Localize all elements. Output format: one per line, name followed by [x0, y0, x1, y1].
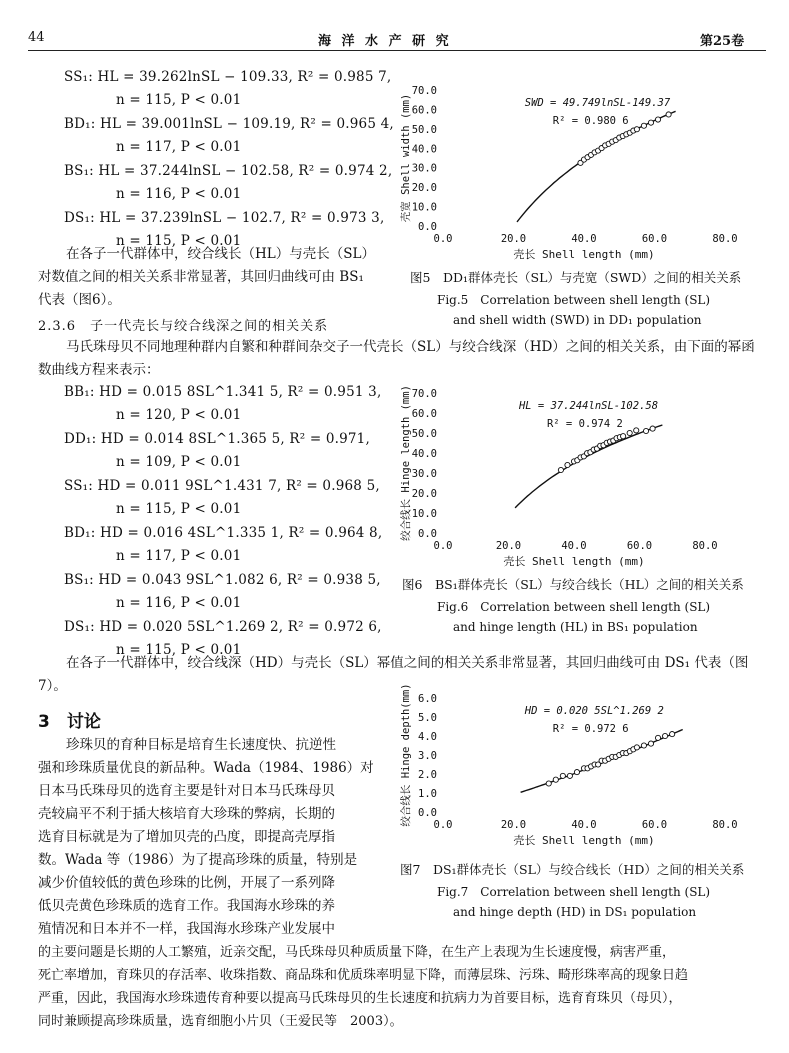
y-tick-label: 20.0: [411, 182, 437, 195]
data-point: [662, 733, 667, 738]
data-point: [641, 123, 646, 128]
paragraph-hl: 在各子一代群体中，绞合线长（HL）与壳长（SL）对数值之间的相关关系非常显著，其回归曲线可由 BS₁ 代表（图6）。: [38, 246, 375, 308]
y-tick-label: 60.0: [411, 104, 437, 117]
discussion-narrow: [38, 734, 388, 941]
x-axis-label: 壳长 Shell length (mm): [503, 555, 645, 568]
x-tick-label: 60.0: [626, 540, 653, 552]
y-tick-label: 1.0: [418, 788, 437, 800]
hd-eq-3-stats: n = 115, P < 0.01: [116, 501, 242, 517]
y-axis-label: 绞合线长 Hinge length (mm): [400, 385, 412, 541]
x-tick-label: 60.0: [641, 233, 668, 245]
hd-eq-4: BD₁: HD = 0.016 4SL^1.335 1, R² = 0.964 8,: [64, 525, 383, 541]
y-tick-label: 0.0: [418, 807, 437, 819]
hl-eq-2-stats: n = 117, P < 0.01: [116, 139, 242, 155]
discussion-wide: [38, 941, 766, 1033]
x-tick-label: 20.0: [500, 819, 527, 831]
hl-eq-1: SS₁: HL = 39.262lnSL − 109.33, R² = 0.985 7,: [64, 69, 392, 85]
y-tick-label: 50.0: [411, 123, 437, 136]
y-tick-label: 70.0: [411, 85, 437, 97]
data-point: [655, 735, 660, 740]
x-tick-label: 0.0: [433, 819, 453, 831]
hl-eq-1-stats: n = 115, P < 0.01: [116, 92, 242, 108]
y-tick-label: 10.0: [411, 201, 437, 214]
section-heading: 3 讨论: [38, 712, 101, 732]
discussion-line: 减少价值较低的黄色珍珠的比例，开展了一系列降: [38, 875, 335, 891]
hl-eq-3: BS₁: HL = 37.244lnSL − 102.58, R² = 0.974 2,: [64, 163, 393, 179]
x-axis-label: 壳长 Shell length (mm): [513, 834, 655, 847]
fig7-caption-zh: 图7 DS₁群体壳长（SL）与绞合线长（HD）之间的相关关系: [400, 862, 745, 877]
discussion-line: 珍珠贝的育种目标是培育生长速度快、抗逆性: [66, 737, 336, 753]
y-tick-label: 70.0: [411, 388, 437, 400]
r-squared-label: R² = 0.974 2: [546, 418, 623, 430]
fig6-caption-en-1: Fig.6 Correlation between shell length (SL): [437, 600, 711, 614]
y-tick-label: 30.0: [411, 162, 437, 175]
y-tick-label: 4.0: [418, 731, 437, 743]
data-point: [648, 120, 653, 125]
hd-eq-5-stats: n = 116, P < 0.01: [116, 595, 242, 611]
fig6-caption-zh: 图6 BS₁群体壳长（SL）与绞合线长（HL）之间的相关关系: [402, 577, 744, 592]
data-point: [634, 428, 639, 433]
y-tick-label: 0.0: [418, 528, 437, 540]
hd-eq-5: BS₁: HD = 0.043 9SL^1.082 6, R² = 0.938 5,: [64, 572, 381, 588]
fig7-caption-en-2: and hinge depth (HD) in DS₁ population: [453, 905, 697, 919]
data-point: [634, 745, 639, 750]
x-tick-label: 80.0: [712, 233, 738, 245]
data-point: [641, 743, 646, 748]
x-tick-label: 80.0: [712, 819, 738, 831]
fig5-caption-en-1: Fig.5 Correlation between shell length (SL): [437, 293, 711, 307]
discussion-line: 壳较扁平不利于插大核培育大珍珠的弊病，长期的: [38, 806, 335, 822]
fig5-caption-en-2: and shell width (SWD) in DD₁ population: [453, 313, 702, 327]
x-tick-label: 0.0: [433, 540, 453, 552]
hd-eq-1: BB₁: HD = 0.015 8SL^1.341 5, R² = 0.951 3,: [64, 384, 382, 400]
hl-eq-4-stats: n = 115, P < 0.01: [116, 233, 242, 249]
discussion-line: 数。Wada 等（1986）为了提高珍珠的质量，特别是: [38, 852, 358, 868]
x-tick-label: 40.0: [571, 233, 597, 245]
regression-equation: SWD = 49.749lnSL-149.37: [524, 97, 671, 109]
y-tick-label: 3.0: [418, 750, 437, 762]
data-point: [558, 467, 563, 472]
data-point: [546, 781, 551, 786]
y-tick-label: 40.0: [411, 448, 437, 460]
data-point: [666, 112, 671, 117]
data-point: [650, 426, 655, 431]
discussion-line: 殖情况和日本并不一样，我国海水珍珠产业发展中: [38, 921, 335, 937]
y-tick-label: 6.0: [418, 693, 437, 705]
header-rule: [28, 50, 766, 51]
y-axis-label: 绞合线长 Hinge depth(mm): [400, 683, 412, 827]
y-tick-label: 50.0: [411, 428, 437, 440]
x-tick-label: 20.0: [495, 540, 522, 552]
fig6-caption-en-2: and hinge length (HL) in BS₁ population: [453, 620, 698, 634]
y-tick-label: 5.0: [418, 712, 437, 724]
x-tick-label: 80.0: [692, 540, 718, 552]
data-point: [553, 777, 558, 782]
fig7-caption-en-1: Fig.7 Correlation between shell length (SL): [437, 885, 711, 899]
hd-eq-1-stats: n = 120, P < 0.01: [116, 407, 242, 423]
paragraph-hd-intro: 马氏珠母贝不同地理种群内自繁和种群间杂交子一代壳长（SL）与绞合线深（HD）之间的相关关系，由下面的幂函数曲线方程来表示：: [38, 339, 755, 378]
data-point: [634, 127, 639, 132]
y-tick-label: 20.0: [411, 488, 437, 500]
data-point: [670, 732, 675, 737]
discussion-line: 同时兼顾提高珍珠质量，选育细胞小片贝（王爱民等 2003）。: [38, 1014, 403, 1029]
y-tick-label: 10.0: [411, 508, 437, 520]
discussion-line: 日本马氏珠母贝的选育主要是针对日本马氏珠母贝: [38, 783, 335, 799]
y-axis-label: 壳宽 Shell width (mm): [400, 93, 412, 223]
paragraph-hd: 在各子一代群体中，绞合线深（HD）与壳长（SL）幂值之间的相关关系非常显著，其回归曲线可由 DS₁ 代表（图7）。: [38, 655, 749, 694]
x-tick-label: 20.0: [500, 233, 527, 245]
y-tick-label: 40.0: [411, 143, 437, 156]
r-squared-label: R² = 0.980 6: [552, 115, 629, 127]
y-tick-label: 60.0: [411, 408, 437, 420]
regression-equation: HD = 0.020 5SL^1.269 2: [524, 705, 664, 717]
data-point: [565, 462, 570, 467]
hd-eq-6-stats: n = 115, P < 0.01: [116, 642, 242, 658]
data-point: [574, 770, 579, 775]
figure-5-chart: [395, 84, 740, 261]
hd-eq-6: DS₁: HD = 0.020 5SL^1.269 2, R² = 0.972 6,: [64, 619, 382, 635]
subsection-heading: 2.3.6 子一代壳长与绞合线深之间的相关关系: [38, 319, 329, 334]
discussion-line: 的主要问题是长期的人工繁殖，近亲交配，马氏珠母贝种质质量下降，在生产上表现为生长速度慢，病害严重，: [38, 945, 676, 960]
hl-eq-4: DS₁: HL = 37.239lnSL − 102.7, R² = 0.973 3,: [64, 210, 385, 226]
fig5-caption-zh: 图5 DD₁群体壳长（SL）与壳宽（SWD）之间的相关关系: [410, 270, 742, 285]
figure-6-chart: [395, 385, 740, 568]
data-point: [560, 773, 565, 778]
page-number: 44: [28, 30, 45, 45]
hd-eq-2-stats: n = 109, P < 0.01: [116, 454, 242, 470]
y-tick-label: 30.0: [411, 468, 437, 480]
data-point: [627, 430, 632, 435]
x-tick-label: 40.0: [571, 819, 597, 831]
data-point: [655, 117, 660, 122]
data-point: [643, 428, 648, 433]
journal-title: 海 洋 水 产 研 究: [318, 34, 452, 49]
data-point: [648, 741, 653, 746]
y-tick-label: 2.0: [418, 769, 437, 781]
hl-eq-3-stats: n = 116, P < 0.01: [116, 186, 242, 202]
discussion-line: 死亡率增加，育珠贝的存活率、收珠指数、商品珠和优质珠率明显下降，而薄层珠、污珠、畸形珠率高的现象日趋: [38, 968, 689, 983]
hd-eq-3: SS₁: HD = 0.011 9SL^1.431 7, R² = 0.968 5,: [64, 478, 380, 494]
discussion-line: 低贝壳黄色珍珠质的选育工作。我国海水珍珠的养: [38, 898, 335, 914]
fit-curve: [517, 111, 676, 222]
discussion-line: 严重，因此，我国海水珍珠遗传育种要以提高马氏珠母贝的生长速度和抗病力为首要目标，选育育珠贝（母贝），: [38, 991, 682, 1006]
data-point: [621, 434, 626, 439]
x-tick-label: 0.0: [433, 233, 453, 245]
hd-eq-4-stats: n = 117, P < 0.01: [116, 548, 242, 564]
y-tick-label: 0.0: [418, 221, 437, 233]
discussion-line: 强和珍珠质量优良的新品种。Wada（1984、1986）对: [38, 760, 374, 776]
discussion-line: 选育目标就是为了增加贝壳的凸度，即提高壳厚指: [38, 829, 335, 845]
hl-eq-2: BD₁: HL = 39.001lnSL − 109.19, R² = 0.965 4,: [64, 116, 394, 132]
x-tick-label: 60.0: [641, 819, 668, 831]
volume-label: 第25卷: [700, 34, 745, 49]
hd-eq-2: DD₁: HD = 0.014 8SL^1.365 5, R² = 0.971,: [64, 431, 370, 447]
x-tick-label: 40.0: [561, 540, 587, 552]
data-point: [567, 773, 572, 778]
fit-curve: [515, 425, 662, 508]
r-squared-label: R² = 0.972 6: [552, 723, 629, 735]
regression-equation: HL = 37.244lnSL-102.58: [518, 400, 659, 412]
figure-7-chart: [395, 683, 740, 847]
x-axis-label: 壳长 Shell length (mm): [513, 248, 655, 261]
